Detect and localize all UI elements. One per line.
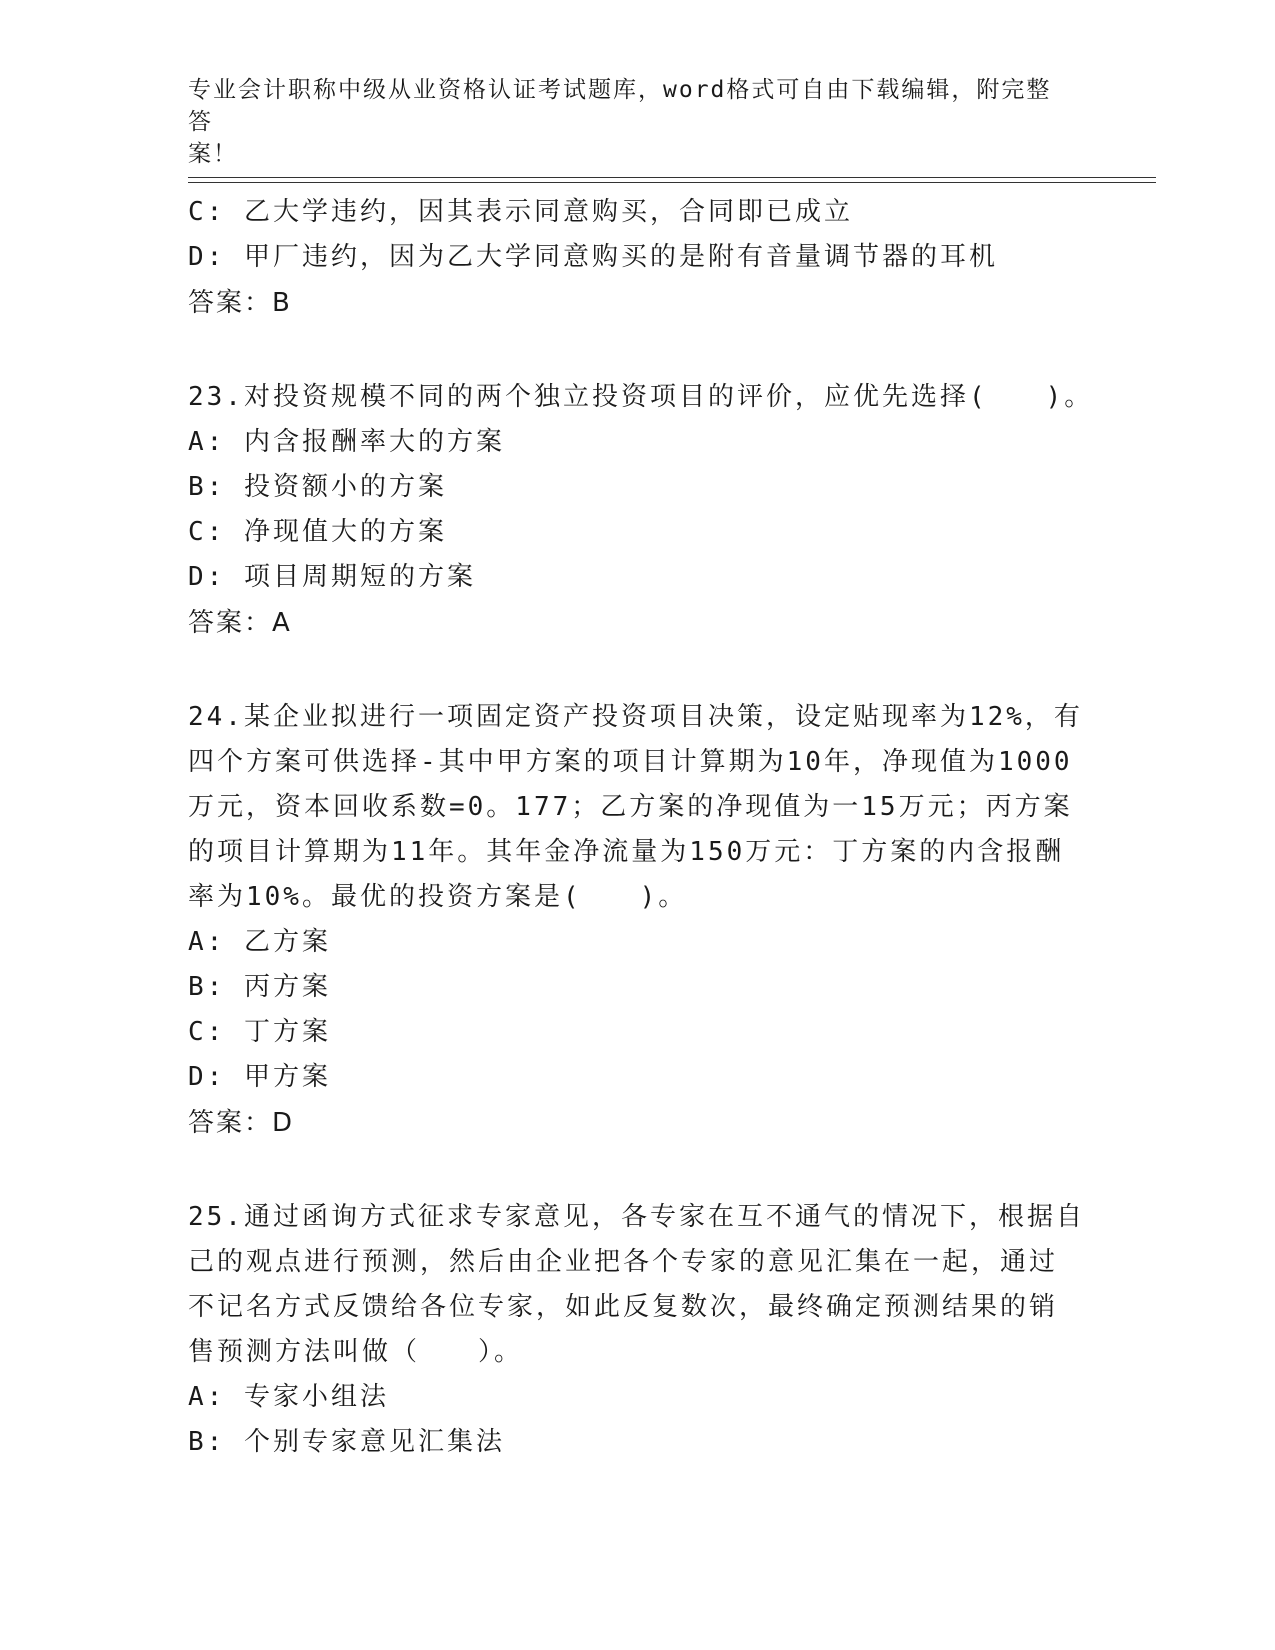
question-stem-line: 24.某企业拟进行一项固定资产投资项目决策，设定贴现率为12%，有 — [188, 702, 1083, 732]
answer-line: 答案：B — [188, 288, 292, 318]
header-line-1: 专业会计职称中级从业资格认证考试题库，word格式可自由下载编辑，附完整答 — [188, 77, 1052, 135]
question-stem-line: 25.通过函询方式征求专家意见，各专家在互不通气的情况下，根据自 — [188, 1202, 1085, 1232]
option-c: C: 乙大学违约，因其表示同意购买，合同即已成立 — [188, 197, 853, 227]
header-line-2: 案！ — [188, 141, 238, 167]
question-stem-line: 万元，资本回收系数=0。177；乙方案的净现值为一15万元；丙方案 — [188, 792, 1073, 822]
option-a: A: 内含报酬率大的方案 — [188, 427, 505, 457]
option-b: B: 个别专家意见汇集法 — [188, 1427, 505, 1457]
question-stem: 23.对投资规模不同的两个独立投资项目的评价，应优先选择( )。 — [188, 382, 1094, 412]
question-stem-line: 售预测方法叫做（ ）。 — [188, 1337, 524, 1367]
option-b: B: 丙方案 — [188, 972, 331, 1002]
option-d: D: 甲厂违约，因为乙大学同意购买的是附有音量调节器的耳机 — [188, 242, 998, 272]
question-stem-line: 的项目计算期为11年。其年金净流量为150万元：丁方案的内含报酬 — [188, 837, 1065, 867]
option-c: C: 净现值大的方案 — [188, 517, 447, 547]
answer-line: 答案：D — [188, 1108, 295, 1138]
question-22-block — [188, 190, 1088, 327]
header-rule-top — [188, 177, 1156, 178]
question-stem-line: 率为10%。最优的投资方案是( )。 — [188, 882, 688, 912]
spacer — [188, 1147, 1088, 1195]
option-b: B: 投资额小的方案 — [188, 472, 447, 502]
question-stem-line: 己的观点进行预测，然后由企业把各个专家的意见汇集在一起，通过 — [188, 1247, 1059, 1277]
header-rule-bottom — [188, 182, 1156, 183]
question-23-block — [188, 375, 1094, 647]
question-stem-line: 不记名方式反馈给各位专家，如此反复数次，最终确定预测结果的销 — [188, 1292, 1059, 1322]
option-d: D: 项目周期短的方案 — [188, 562, 476, 592]
question-25-block — [188, 1195, 1088, 1465]
spacer — [188, 327, 1088, 375]
option-d: D: 甲方案 — [188, 1062, 331, 1092]
document-header — [188, 74, 1068, 170]
option-c: C: 丁方案 — [188, 1017, 331, 1047]
question-stem-line: 四个方案可供选择-其中甲方案的项目计算期为10年，净现值为1000 — [188, 747, 1073, 777]
spacer — [188, 647, 1088, 695]
option-a: A: 专家小组法 — [188, 1382, 389, 1412]
answer-line: 答案：A — [188, 608, 292, 638]
question-24-block — [188, 695, 1088, 1147]
question-content — [188, 190, 1094, 1465]
option-a: A: 乙方案 — [188, 927, 331, 957]
